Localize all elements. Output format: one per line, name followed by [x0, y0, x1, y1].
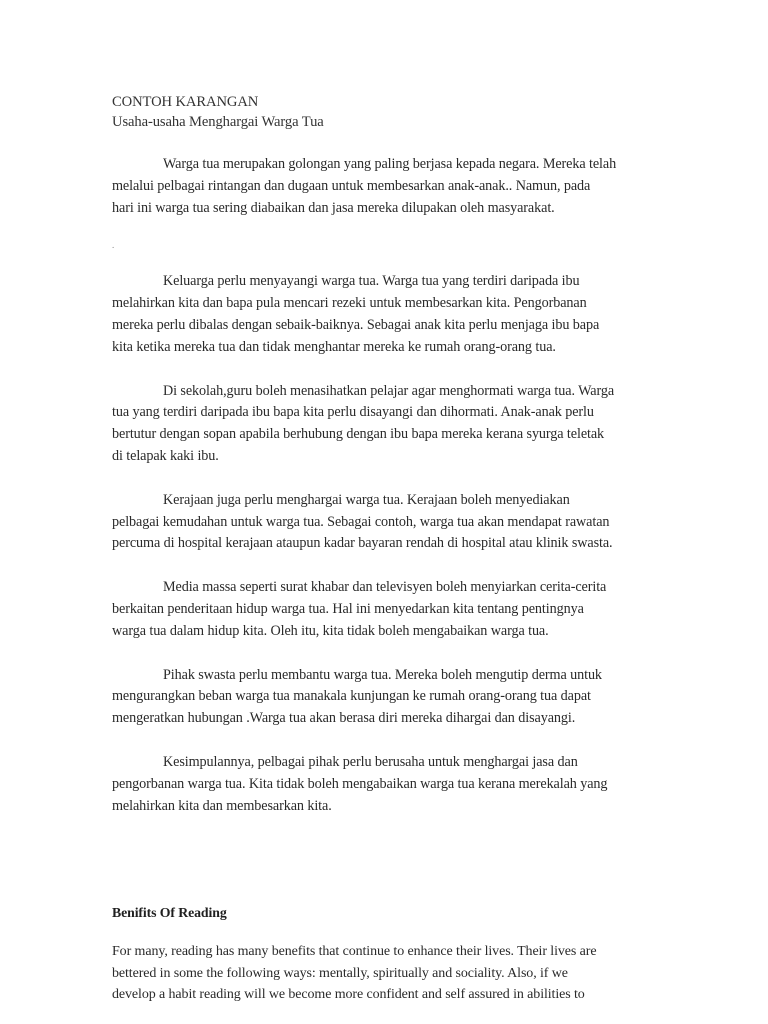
paragraph-line: mengeratkan hubungan .Warga tua akan berasa diri mereka dihargai dan disayangi. [112, 710, 576, 727]
paragraph-line: Warga tua merupakan golongan yang paling berjasa kepada negara. Mereka telah [163, 156, 617, 172]
paragraph-3 [112, 381, 652, 468]
document-page [112, 92, 652, 1006]
paragraph-line: Keluarga perlu menyayangi warga tua. Warga tua yang terdiri daripada ibu [163, 273, 580, 290]
paragraph-line: develop a habit reading will we become more confident and self assured in abilities to [112, 987, 585, 1003]
paragraph-5 [112, 577, 652, 642]
paragraph-line: di telapak kaki ibu. [112, 447, 219, 464]
spacer [112, 256, 652, 271]
paragraph-1 [112, 154, 652, 219]
spacer [112, 468, 652, 490]
paragraph-line: mereka perlu dibalas dengan sebaik-baiknya. Sebagai anak kita perlu menjaga ibu bapa [112, 316, 600, 333]
paragraph-line: Media massa seperti surat khabar dan televisyen boleh menyiarkan cerita-cerita [163, 579, 607, 596]
paragraph-line: melalui pelbagai rintangan dan dugaan untuk membesarkan anak-anak.. Namun, pada [112, 177, 591, 194]
paragraph-4 [112, 490, 652, 555]
spacer [112, 219, 652, 234]
paragraph-line: mengurangkan beban warga tua manakala kunjungan ke rumah orang-orang tua dapat [112, 688, 591, 705]
spacer [112, 359, 652, 381]
paragraph-line: percuma di hospital kerajaan ataupun kadar bayaran rendah di hospital atau klinik swasta. [112, 535, 613, 552]
paragraph-line: pengorbanan warga tua. Kita tidak boleh mengabaikan warga tua kerana merekalah yang [112, 775, 608, 792]
paragraph-6 [112, 665, 652, 730]
paragraph-line: tua yang terdiri daripada ibu bapa kita perlu disayangi dan dihormati. Anak-anak perlu [112, 404, 594, 421]
paragraph-line: Di sekolah,guru boleh menasihatkan pelajar agar menghormati warga tua. Warga [163, 382, 615, 399]
stray-mark: . [112, 240, 115, 251]
paragraph-line: melahirkan kita dan membesarkan kita. [112, 797, 332, 814]
spacer [112, 132, 652, 154]
paragraph-line: Kesimpulannya, pelbagai pihak perlu berusaha untuk menghargai jasa dan [163, 753, 578, 770]
spacer [112, 730, 652, 752]
paragraph-line: Kerajaan juga perlu menghargai warga tua. Kerajaan boleh menyediakan [163, 491, 570, 508]
document-title: CONTOH KARANGAN [112, 94, 259, 110]
paragraph-line: hari ini warga tua sering diabaikan dan jasa mereka dilupakan oleh masyarakat. [112, 199, 555, 216]
paragraph-line: melahirkan kita dan bapa pula mencari rezeki untuk membesarkan kita. Pengorbanan [112, 295, 587, 312]
paragraph-2 [112, 271, 652, 358]
spacer [112, 555, 652, 577]
paragraph-line: warga tua dalam hidup kita. Oleh itu, kita tidak boleh mengabaikan warga tua. [112, 622, 549, 639]
section-heading: Benifits Of Reading [112, 905, 227, 921]
paragraph-line: bertutur dengan sopan apabila berhubung dengan ibu bapa mereka kerana syurga teletak [112, 426, 605, 443]
spacer [112, 923, 652, 941]
paragraph-line: pelbagai kemudahan untuk warga tua. Sebagai contoh, warga tua akan mendapat rawatan [112, 513, 610, 530]
paragraph-line: For many, reading has many benefits that continue to enhance their lives. Their lives are [112, 944, 597, 960]
document-subtitle: Usaha-usaha Menghargai Warga Tua [112, 114, 324, 130]
paragraph-line: Pihak swasta perlu membantu warga tua. Mereka boleh mengutip derma untuk [163, 666, 602, 683]
paragraph-line: berkaitan penderitaan hidup warga tua. Hal ini menyedarkan kita tentang pentingnya [112, 600, 584, 617]
section-paragraph [112, 941, 652, 1006]
paragraph-line: bettered in some the following ways: mentally, spiritually and sociality. Also, if we [112, 965, 568, 981]
spacer [112, 817, 652, 903]
paragraph-7 [112, 752, 652, 817]
paragraph-line: kita ketika mereka tua dan tidak menghantar mereka ke rumah orang-orang tua. [112, 338, 556, 355]
spacer [112, 643, 652, 665]
